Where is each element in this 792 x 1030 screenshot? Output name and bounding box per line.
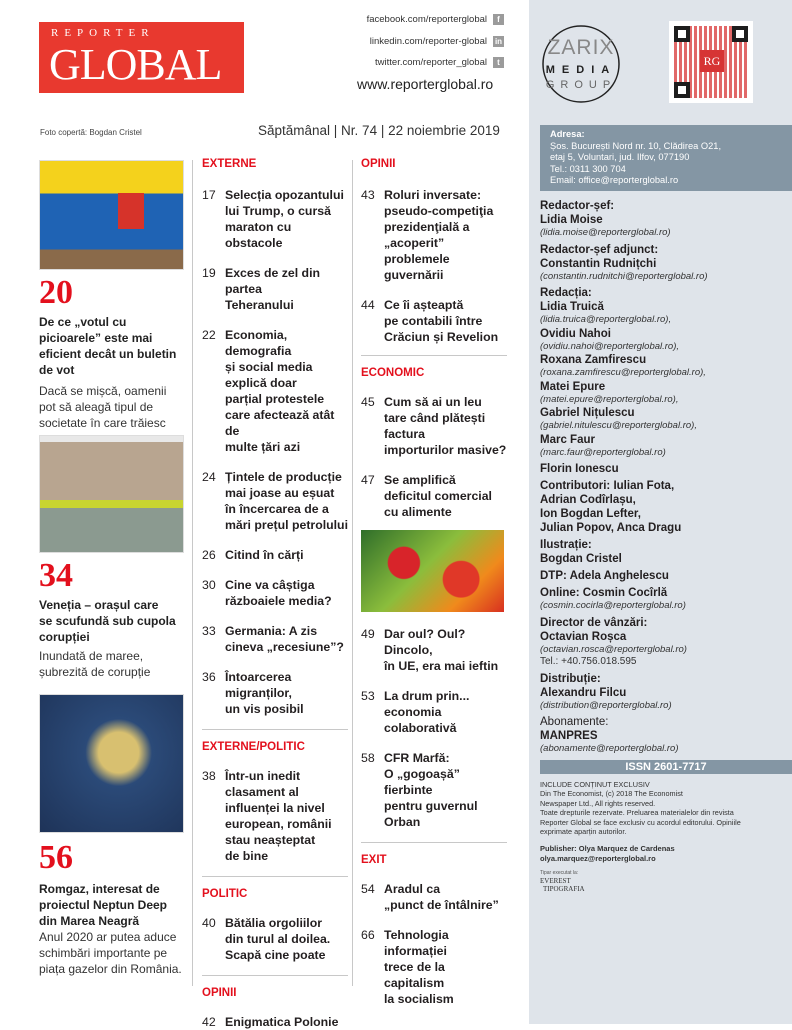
- staff-group: [540, 538, 790, 566]
- qr-finder: [674, 82, 690, 98]
- toc-item[interactable]: [202, 265, 348, 313]
- toc-page: 54: [361, 882, 375, 896]
- feature-headline: De ce „votul cu picioarele” este mai eficient decât un buletin de vot: [39, 315, 177, 377]
- toc-column-2: [361, 157, 507, 1007]
- toc-title: Țintele de producție mai joase au eșuat în încercarea de a mări prețul petrolului: [225, 470, 348, 532]
- toc-page: 49: [361, 627, 375, 641]
- feature-34[interactable]: [39, 435, 184, 680]
- address-box: [540, 125, 792, 191]
- section-divider: [202, 975, 348, 976]
- toc-item[interactable]: [361, 394, 507, 458]
- toc-item[interactable]: [202, 187, 348, 251]
- issue-line: Săptămânal | Nr. 74 | 22 noiembrie 2019: [258, 123, 500, 138]
- media-word: MEDIA: [545, 64, 617, 76]
- toc-page: 66: [361, 928, 375, 942]
- toc-item[interactable]: [361, 297, 507, 345]
- toc-title: Întoarcerea migranților, un vis posibil: [225, 670, 304, 716]
- staff-email[interactable]: (octavian.rosca@reporterglobal.ro): [540, 643, 687, 655]
- toc-title: Economia, demografia și social media explică doar parțial protestele care afectează atât de multe țări azi: [225, 328, 335, 454]
- toc-title: La drum prin... economia colaborativă: [384, 689, 470, 735]
- staff-email[interactable]: (gabriel.nitulescu@reporterglobal.ro),: [540, 420, 697, 431]
- toc-item[interactable]: [202, 547, 348, 563]
- address-line: Șos. București Nord nr. 10, Clădirea O21,: [550, 140, 722, 151]
- reporter-global-logo[interactable]: [39, 22, 244, 93]
- facebook-link[interactable]: facebook.com/reporterglobal: [366, 14, 487, 26]
- feature-subtitle: Dacă se mișcă, oamenii pot să aleagă tipul de societate în care trăiesc: [39, 384, 167, 430]
- qr-finder: [674, 26, 690, 42]
- printer-name-1: EVEREST: [540, 876, 571, 885]
- toc-title: Germania: A zis cineva „recesiune”?: [225, 624, 344, 654]
- social-twitter[interactable]: [375, 57, 504, 69]
- photo-credit: Foto copertă: Bogdan Cristel: [40, 128, 142, 137]
- toc-item[interactable]: [361, 881, 507, 913]
- toc-page: 43: [361, 188, 375, 202]
- toc-title: Ce îi așteaptă pe contabili între Crăciun și Revelion: [384, 298, 499, 344]
- staff-name: Lidia Truică: [540, 301, 604, 313]
- zarix-word: ZARIX: [547, 36, 615, 59]
- staff-group: [540, 616, 790, 669]
- staff-role: Redactor-șef adjunct:: [540, 243, 659, 256]
- staff-group: [540, 569, 790, 583]
- section-divider: [202, 876, 348, 877]
- toc-page: 17: [202, 188, 216, 202]
- linkedin-link[interactable]: linkedin.com/reporter-global: [369, 36, 487, 48]
- staff-group: [540, 199, 790, 240]
- legal-notice: [540, 780, 790, 837]
- website-link[interactable]: www.reporterglobal.ro: [357, 76, 494, 92]
- section-divider: [361, 842, 507, 843]
- toc-title: Dar oul? Oul? Dincolo, în UE, era mai ieftin: [384, 627, 499, 673]
- staff-role: Online: Cosmin Cocîrlă: [540, 587, 668, 599]
- feature-page-number: 56: [39, 839, 73, 876]
- twitter-link[interactable]: twitter.com/reporter_global: [375, 57, 487, 69]
- staff-name: Octavian Roșca: [540, 630, 627, 643]
- staff-name: Constantin Rudnițchi: [540, 257, 657, 270]
- staff-role: DTP: Adela Anghelescu: [540, 570, 669, 582]
- staff-name: Gabriel Nițulescu: [540, 407, 635, 419]
- staff-group: [540, 586, 790, 613]
- staff-phone: Tel.: +40.756.018.595: [540, 656, 637, 667]
- venice-flood-photo: [39, 435, 184, 553]
- toc-item[interactable]: [202, 669, 348, 717]
- legal-line: Din The Economist, (c) 2018 The Economist: [540, 789, 683, 798]
- toc-page: 44: [361, 298, 375, 312]
- staff-group: [540, 286, 790, 459]
- contributors: Contributori: Iulian Fota, Adrian Codîrlașu, Ion Bogdan Lefter, Julian Popov, Anca Dragu: [540, 480, 682, 534]
- legal-line: exprimate aparțin autorilor.: [540, 827, 627, 836]
- legal-line: Newspaper Ltd., All rights reserved.: [540, 798, 656, 808]
- section-exit: EXIT: [361, 854, 387, 866]
- toc-title: Selecția opozantului lui Trump, o cursă maraton cu obstacole: [225, 188, 344, 250]
- staff-role: Director de vânzări:: [540, 616, 648, 629]
- group-word: GROUP: [545, 79, 617, 91]
- zarix-logo: [541, 14, 621, 114]
- staff-name: MANPRES: [540, 730, 598, 742]
- legal-line: Reporter Global se face exclusiv cu acordul editorului. Opiniile: [540, 817, 741, 827]
- legal-line: Toate drepturile rezervate. Preluarea materialelor din revista: [540, 808, 734, 817]
- section-divider: [202, 729, 348, 730]
- staff-role: Ilustrație:: [540, 539, 592, 551]
- toc-title: Citind în cărți: [225, 548, 304, 562]
- toc-page: 45: [361, 395, 375, 409]
- staff-role: Abonamente:: [540, 716, 609, 728]
- voting-booth-photo: [39, 160, 184, 270]
- column-divider: [352, 160, 353, 986]
- toc-page: 30: [202, 578, 216, 592]
- section-opinii: OPINII: [202, 987, 237, 999]
- address-phone: Tel.: 0311 300 704: [550, 163, 626, 174]
- printer-name-2: TIPOGRAFIA: [543, 884, 585, 893]
- publisher-name: Publisher: Olya Marquez de Cardenas: [540, 843, 675, 853]
- feature-headline: Romgaz, interesat de proiectul Neptun Deep din Marea Neagră: [39, 882, 168, 928]
- toc-title: Bătălia orgoliilor din turul al doilea. Scapă cine poate: [225, 916, 331, 962]
- feature-headline: Veneția – orașul care se scufundă sub cupola corupției: [39, 598, 176, 644]
- toc-title: Într-un inedit clasament al influenței la nivel european, românii stau neașteptat de bine: [225, 769, 332, 863]
- section-externe-politic: EXTERNE/POLITIC: [202, 741, 305, 753]
- toc-title: Se amplifică deficitul comercial cu alimente: [384, 473, 492, 519]
- toc-title: Tehnologia informației trece de la capitalism la socialism: [384, 928, 454, 1006]
- staff-email[interactable]: (abonamente@reporterglobal.ro): [540, 743, 679, 754]
- vegetables-photo: [361, 530, 504, 612]
- toc-item[interactable]: [202, 327, 348, 455]
- logo-big-text: GLOBAL: [49, 40, 222, 89]
- social-facebook[interactable]: [367, 14, 504, 26]
- staff-group: [540, 462, 790, 476]
- section-divider: [361, 355, 507, 356]
- qr-finder: [732, 26, 748, 42]
- qr-rg-badge: RG: [700, 50, 724, 72]
- section-politic: POLITIC: [202, 888, 248, 900]
- qr-code[interactable]: [669, 21, 753, 103]
- staff-role: Redacția:: [540, 287, 592, 299]
- staff-email[interactable]: (cosmin.cocirla@reporterglobal.ro): [540, 600, 686, 611]
- toc-title: CFR Marfă: O „gogoașă” fierbinte pentru guvernul Orban: [384, 751, 478, 829]
- staff-group: [540, 672, 790, 713]
- printer-label: Tipar executat la:: [540, 869, 579, 876]
- staff-group: [540, 715, 790, 756]
- address-label: Adresa:: [550, 129, 585, 139]
- staff-email[interactable]: (constantin.rudnitchi@reporterglobal.ro): [540, 270, 708, 282]
- facebook-icon: f: [493, 14, 504, 25]
- toc-item[interactable]: [202, 915, 348, 963]
- staff-list: [540, 199, 790, 756]
- feature-56[interactable]: [39, 694, 184, 977]
- toc-item[interactable]: [361, 472, 507, 520]
- staff-email[interactable]: (roxana.zamfirescu@reporterglobal.ro),: [540, 367, 706, 378]
- staff-role: Distribuție:: [540, 672, 601, 685]
- feature-20[interactable]: [39, 160, 184, 431]
- toc-page: 19: [202, 266, 216, 280]
- toc-title: Cum să ai un leu tare când plătești factura importurilor masive?: [384, 395, 507, 457]
- staff-name: Bogdan Cristel: [540, 553, 622, 565]
- toc-item[interactable]: [361, 750, 507, 830]
- feature-page-number: 20: [39, 274, 73, 311]
- social-linkedin[interactable]: [370, 36, 504, 48]
- toc-title: Roluri inversate: pseudo-competiţia prezidenţială a „acoperit” problemele guvernării: [384, 188, 494, 282]
- toc-page: 38: [202, 769, 216, 783]
- everest-logo: [540, 877, 790, 893]
- staff-email[interactable]: (lidia.truica@reporterglobal.ro),: [540, 314, 672, 325]
- staff-email[interactable]: (distribution@reporterglobal.ro): [540, 699, 672, 711]
- toc-page: 58: [361, 751, 375, 765]
- toc-item[interactable]: [361, 688, 507, 736]
- toc-item[interactable]: [202, 577, 348, 609]
- legal-line: INCLUDE CONȚINUT EXCLUSIV: [540, 779, 650, 789]
- staff-name: Matei Epure: [540, 380, 606, 393]
- toc-item[interactable]: [361, 187, 507, 283]
- toc-title: Aradul ca „punct de întâlnire”: [384, 882, 499, 912]
- staff-name: Marc Faur: [540, 433, 595, 446]
- toc-title: Enigmatica Polonie: [225, 1015, 339, 1029]
- issn-bar: ISSN 2601-7717: [540, 760, 792, 774]
- toc-page: 26: [202, 548, 216, 562]
- staff-email[interactable]: (ovidiu.nahoi@reporterglobal.ro),: [540, 340, 680, 352]
- staff-role: Redactor-șef:: [540, 200, 615, 212]
- toc-title: Cine va câștiga războaiele media?: [225, 578, 332, 608]
- section-economic: ECONOMIC: [361, 367, 425, 379]
- toc-title: Exces de zel din partea Teheranului: [225, 266, 321, 312]
- address-line: etaj 5, Voluntari, jud. Ilfov, 077190: [550, 152, 690, 162]
- staff-email[interactable]: (marc.faur@reporterglobal.ro): [540, 446, 666, 458]
- masthead-flow: [540, 199, 790, 893]
- staff-name: Lidia Moise: [540, 214, 603, 226]
- toc-page: 42: [202, 1015, 216, 1029]
- toc-item[interactable]: [202, 1014, 348, 1030]
- publisher-info: [540, 844, 790, 864]
- logo-small-text: REPORTER: [51, 27, 155, 39]
- linkedin-icon: in: [494, 37, 503, 46]
- toc-page: 40: [202, 916, 216, 930]
- toc-item[interactable]: [361, 927, 507, 1007]
- toc-page: 33: [202, 624, 216, 638]
- toc-item[interactable]: [202, 469, 348, 533]
- toc-page: 53: [361, 689, 375, 703]
- toc-column-1: [202, 157, 348, 1030]
- oil-platform-photo: [39, 694, 184, 833]
- feature-subtitle: Inundată de maree, șubrezită de corupție: [39, 649, 151, 679]
- staff-group: [540, 479, 790, 535]
- qr-pattern: [674, 26, 748, 98]
- toc-page: 24: [202, 470, 216, 484]
- staff-name: Roxana Zamfirescu: [540, 354, 647, 366]
- staff-email[interactable]: (matei.epure@reporterglobal.ro),: [540, 393, 679, 405]
- staff-email[interactable]: (lidia.moise@reporterglobal.ro): [540, 227, 671, 238]
- feature-subtitle: Anul 2020 ar putea aduce schimbări importante pe piața gazelor din România.: [39, 930, 182, 976]
- staff-name: Alexandru Filcu: [540, 686, 627, 699]
- section-externe: EXTERNE: [202, 158, 257, 170]
- feature-page-number: 34: [39, 557, 73, 594]
- toc-item[interactable]: [202, 623, 348, 655]
- red-skirt-shape: [118, 193, 144, 229]
- toc-page: 36: [202, 670, 216, 684]
- staff-name: Ovidiu Nahoi: [540, 327, 611, 340]
- section-opinii: OPINII: [361, 158, 396, 170]
- toc-item[interactable]: [202, 768, 348, 864]
- address-email[interactable]: Email: office@reporterglobal.ro: [550, 175, 679, 185]
- twitter-icon: t: [493, 57, 504, 68]
- staff-name: Florin Ionescu: [540, 463, 619, 475]
- publisher-email[interactable]: olya.marquez@reporterglobal.ro: [540, 853, 656, 863]
- column-divider: [192, 160, 193, 986]
- staff-group: [540, 243, 790, 284]
- toc-item[interactable]: [361, 626, 507, 674]
- toc-page: 22: [202, 328, 216, 342]
- toc-page: 47: [361, 473, 375, 487]
